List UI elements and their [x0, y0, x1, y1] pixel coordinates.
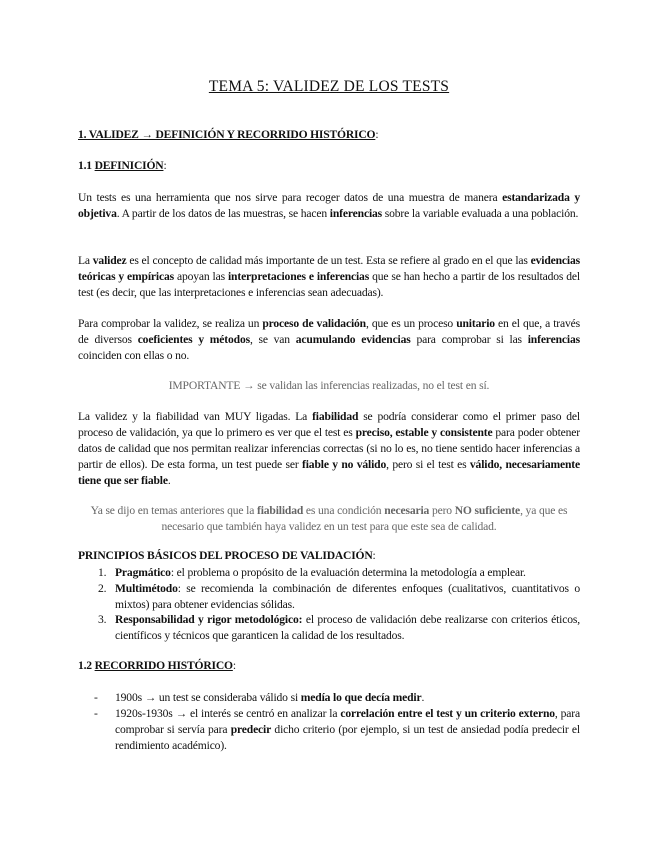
note2-bold-2: necesaria: [384, 504, 430, 517]
para4-bold-3: fiable y no válido: [302, 458, 387, 471]
section-1-2-num: 1.2: [78, 659, 95, 672]
paragraph-definition: [78, 190, 580, 222]
section-1-1-colon: :: [163, 159, 167, 172]
principle-bold: Multimétodo: [115, 582, 178, 595]
note2-bold-1: fiabilidad: [256, 504, 304, 517]
section-1-2-colon: :: [232, 659, 236, 672]
note2-text-2: es una condición: [303, 504, 385, 517]
note2-bold-3: NO suficiente: [454, 504, 521, 517]
principle-rest: : se recomienda la combinación de diferentes enfoques (cualitativos, cuantitativos o mixtos) para obtener evidencias sólidas.: [115, 582, 580, 611]
para2-text-3: apoyan las: [174, 270, 228, 283]
para3-bold-5: inferencias: [527, 333, 580, 346]
para4-text-1: La validez y la fiabilidad van MUY ligadas. La: [78, 410, 313, 423]
principle-number: 1.: [98, 566, 107, 579]
para4-bold-2: preciso, estable y consistente: [355, 426, 493, 439]
para3-text-4: , se van: [249, 333, 296, 346]
note-importante: IMPORTANTE → se validan las inferencias realizadas, no el test en sí.: [168, 379, 490, 392]
para1-text-3: sobre la variable evaluada a una población.: [382, 207, 579, 220]
para4-bold-4: válido, necesariamente tiene que ser fiable: [78, 458, 580, 487]
history-text-2: , para comprobar si servía para: [115, 707, 580, 736]
section-1-colon: :: [375, 128, 379, 141]
para3-bold-3: coeficientes y métodos: [137, 333, 250, 346]
para2-text-2: es el concepto de calidad más importante de un test. Esta se refiere al grado en el que las: [126, 254, 531, 267]
para2-text-4: que se han hecho a partir de los resultados del test (es decir, que las interpretaciones e inferencias sean adecuadas).: [78, 270, 580, 299]
history-item-2: [78, 706, 580, 754]
section-1-heading-text: 1. VALIDEZ → DEFINICIÓN Y RECORRIDO HISTÓRICO: [78, 128, 376, 141]
paragraph-proceso: [78, 316, 580, 364]
document-title: TEMA 5: VALIDEZ DE LOS TESTS: [208, 78, 450, 95]
history-bold-2: predecir: [230, 723, 272, 736]
para1-bold-2: inferencias: [329, 207, 383, 220]
paragraph-fiabilidad: [78, 409, 580, 489]
para2-bold-1: validez: [92, 254, 127, 267]
para3-bold-4: acumulando evidencias: [295, 333, 411, 346]
para4-bold-1: fiabilidad: [312, 410, 359, 423]
principles-colon: :: [372, 549, 376, 562]
para4-text-5: .: [167, 474, 171, 487]
note2-text-3: pero: [429, 504, 455, 517]
para3-bold-2: unitario: [456, 317, 495, 330]
principles-heading-text: PRINCIPIOS BÁSICOS DEL PROCESO DE VALIDACIÓN: [78, 549, 373, 562]
para4-text-3: para poder obtener datos de calidad que nos permitan realizar inferencias correctas (si no lo es, no tiene sentido hacer inferencias a partir de ellos). De esta forma, un test puede ser: [78, 426, 580, 471]
principle-item-1: [78, 565, 580, 581]
para3-text-6: coinciden con ellas o no.: [78, 349, 190, 362]
principle-rest: el proceso de validación debe realizarse con criterios éticos, científicos y técnicos que garanticen la calidad de los resultados.: [115, 613, 580, 642]
history-item-1: [78, 690, 580, 706]
principle-number: 2.: [98, 582, 107, 595]
history-text: [115, 690, 580, 706]
para1-text-1: Un tests es una herramienta que nos sirve para recoger datos de una muestra de manera: [78, 191, 503, 204]
principle-rest: : el problema o propósito de la evaluación determina la metodología a emplear.: [170, 566, 526, 579]
section-1-heading: [78, 128, 378, 141]
para4-text-4: , pero si el test es: [386, 458, 470, 471]
para3-bold-1: proceso de validación: [262, 317, 366, 330]
para3-text-5: para comprobar si las: [410, 333, 528, 346]
para1-bold-1: estandarizada y objetiva: [78, 191, 580, 220]
note2-text-1: Ya se dijo en temas anteriores que la: [90, 504, 257, 517]
history-text-2: .: [421, 691, 425, 704]
para2-text-1: La: [78, 254, 93, 267]
note2-text-4: , ya que es necesario que también haya validez en un test para que este sea de calidad.: [161, 504, 568, 533]
note-fiabilidad: [78, 503, 580, 535]
principle-text: [115, 565, 580, 581]
history-text: [115, 706, 580, 754]
para2-bold-3: interpretaciones e inferencias: [227, 270, 370, 283]
section-1-1-heading-text: DEFINICIÓN: [94, 159, 164, 172]
para2-bold-2: evidencias teóricas y empíricas: [78, 254, 581, 283]
principles-heading: [78, 549, 376, 562]
history-bold-1: correlación entre el test y un criterio externo: [340, 707, 555, 720]
history-text-1: 1900s → un test se consideraba válido si: [115, 691, 301, 704]
history-bold-1: medía lo que decía medir: [300, 691, 422, 704]
history-dash: -: [94, 707, 98, 720]
paragraph-validez: [78, 253, 580, 301]
section-1-2-heading: [78, 659, 236, 672]
para3-text-2: , que es un proceso: [365, 317, 457, 330]
para3-text-3: en el que, a través de diversos: [78, 317, 580, 346]
para4-text-2: se podría considerar como el primer paso del proceso de validación, ya que lo primero es ver que el test es: [78, 410, 580, 439]
principle-bold: Responsabilidad y rigor metodológico:: [115, 613, 303, 626]
principle-item-2: [78, 581, 580, 613]
principle-item-3: [78, 612, 580, 644]
principle-number: 3.: [98, 613, 107, 626]
para1-text-2: . A partir de los datos de las muestras, se hacen: [116, 207, 330, 220]
principle-bold: Pragmático: [115, 566, 171, 579]
history-text-3: dicho criterio (por ejemplo, si un test de ansiedad podía predecir el rendimiento académico).: [115, 723, 580, 752]
section-1-1-num: 1.1: [78, 159, 95, 172]
section-1-2-heading-text: RECORRIDO HISTÓRICO: [94, 659, 233, 672]
section-1-1-heading: [78, 159, 166, 172]
principle-text: [115, 612, 580, 644]
history-text-1: 1920s-1930s → el interés se centró en analizar la: [115, 707, 341, 720]
para3-text-1: Para comprobar la validez, se realiza un: [78, 317, 263, 330]
history-dash: -: [94, 691, 98, 704]
principle-text: [115, 581, 580, 613]
